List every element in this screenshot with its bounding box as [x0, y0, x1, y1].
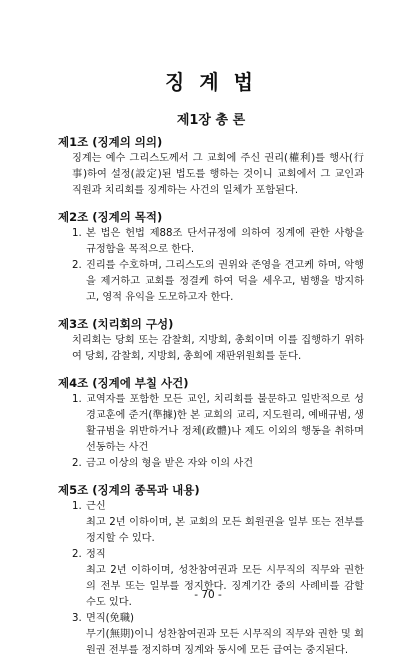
article-heading: 제4조 (징계에 부칠 사건) [58, 376, 189, 390]
item-text: 무기(無期)이니 성찬참여권과 모든 시무직의 직무와 권한 및 회원권 전부를 정지하며 징계와 동시에 모든 급여는 중지된다. [86, 629, 364, 656]
document-title: 징 계 법 [165, 70, 257, 94]
article-heading: 제2조 (징계의 목적) [58, 210, 163, 224]
item-label: 근신 [86, 501, 106, 512]
item-text: 금고 이상의 형을 받은 자와 이의 사건 [86, 458, 254, 469]
item-number: 1. [72, 228, 82, 239]
list-item [72, 499, 364, 547]
item-text: 최고 2년 이하이며, 본 교회의 모든 회원권을 일부 또는 전부를 정지할 수 있다. [86, 517, 364, 544]
item-text: 진리를 수호하며, 그리스도의 권위와 존영을 견고케 하며, 악행을 제거하고 교회를 정결케 하여 덕을 세우고, 범행을 방지하고, 영적 유익을 도모하고자 한다. [86, 260, 364, 303]
article-2 [58, 209, 364, 306]
article-heading: 제1조 (징계의 의의) [58, 135, 163, 149]
item-text: 교역자를 포함한 모든 교인, 치리회를 불문하고 일반적으로 성경교훈에 준거(準據)한 본 교회의 교리, 지도원리, 예배규범, 생활규범을 위반하거나 정체(政體)나 제도 이외의 행동을 취하며 선동하는 사건 [86, 394, 364, 453]
item-number: 3. [72, 613, 82, 624]
item-text: 본 법은 헌법 제88조 단서규정에 의하여 징계에 관한 사항을 규정함을 목적으로 한다. [86, 228, 364, 255]
list-item [72, 258, 364, 306]
chapter-heading: 제1장 총 론 [176, 113, 246, 128]
article-4 [58, 375, 364, 472]
item-number: 1. [72, 501, 82, 512]
list-item [72, 611, 364, 659]
page-number: - 70 - [194, 589, 222, 601]
article-body: 징계는 예수 그리스도께서 그 교회에 주신 권리(權利)를 행사(行事)하여 설정(設定)된 법도를 행하는 것이니 교회에서 그 교인과 직원과 치리회를 징계하는 사건의 일체가 포함된다. [72, 153, 364, 196]
item-number: 2. [72, 458, 82, 469]
list-item [72, 392, 364, 456]
article-body: 치리회는 당회 또는 감찰회, 지방회, 총회이며 이를 집행하기 위하여 당회, 감찰회, 지방회, 총회에 재판위원회를 둔다. [72, 335, 364, 362]
item-label: 면직(免職) [86, 613, 135, 624]
item-number: 1. [72, 394, 82, 405]
item-label: 정직 [86, 549, 106, 560]
article-5 [58, 482, 364, 659]
list-item [72, 456, 364, 472]
article-heading: 제3조 (치리회의 구성) [58, 317, 174, 331]
article-1 [58, 134, 364, 199]
article-heading: 제5조 (징계의 종목과 내용) [58, 483, 200, 497]
item-number: 2. [72, 549, 82, 560]
list-item [72, 226, 364, 258]
item-text: 최고 2년 이하이며, 성찬참여권과 모든 시무직의 직무와 권한의 전부 또는 일부를 정지한다. 징계기간 중의 사례비를 감할 수도 있다. [86, 565, 364, 608]
article-3 [58, 316, 364, 365]
list-item [72, 547, 364, 611]
item-number: 2. [72, 260, 82, 271]
